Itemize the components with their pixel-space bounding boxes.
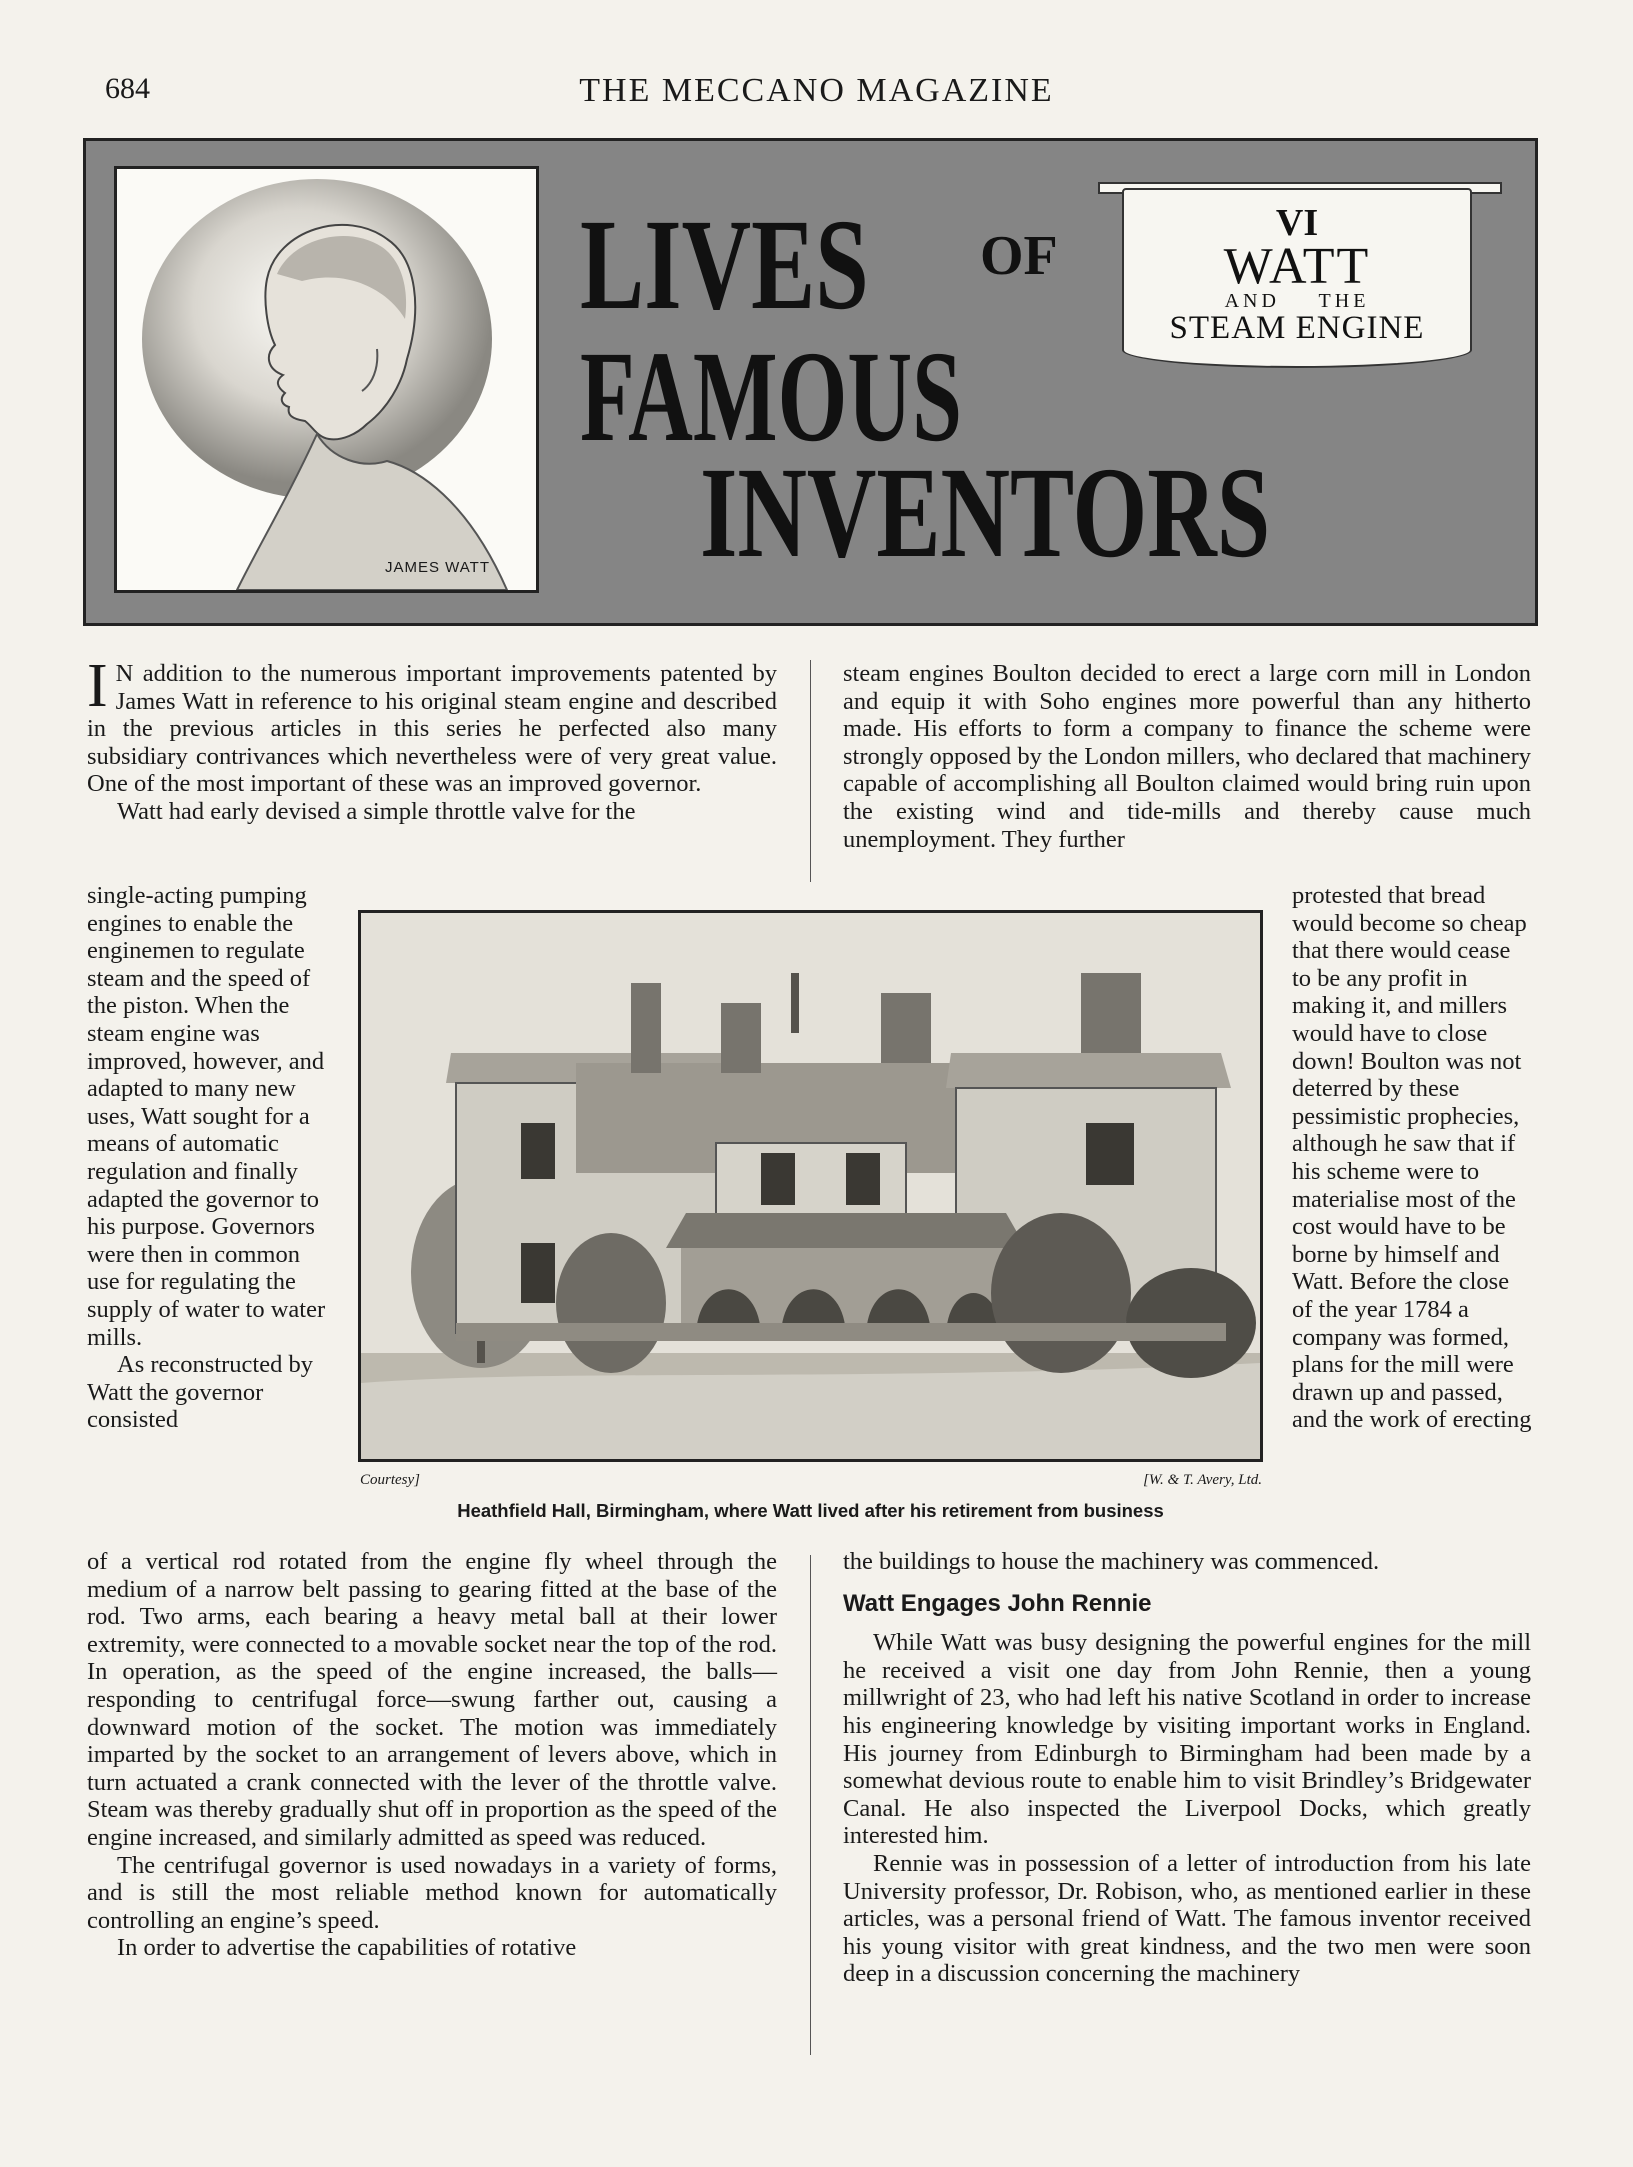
portrait-frame xyxy=(114,166,539,593)
title-inventors: INVENTORS xyxy=(700,441,1271,585)
subtitle-watt: WATT xyxy=(1223,238,1371,295)
article-column-right-top xyxy=(843,660,1531,853)
column-divider xyxy=(810,660,811,882)
house-photograph xyxy=(358,910,1263,1462)
portrait-illustration xyxy=(117,169,536,590)
article-paragraph: The centrifugal governor is used nowadays in a variety of forms, and is still the most reliable method known for automatically controlling an engine’s speed. xyxy=(87,1851,777,1934)
subtitle-and-the: AND THE xyxy=(1224,290,1370,313)
article-paragraph: the buildings to house the machinery was commenced. xyxy=(843,1548,1380,1575)
photo-caption: Heathfield Hall, Birmingham, where Watt lived after his retirement from business xyxy=(457,1500,1164,1521)
subtitle-number: VI xyxy=(1275,202,1319,244)
column-divider xyxy=(810,1555,811,2055)
article-paragraph: Watt had early devised a simple throttle valve for the xyxy=(117,797,636,825)
subtitle-scroll xyxy=(1122,188,1472,368)
article-paragraph: As reconstructed by Watt the governor consisted xyxy=(87,1351,313,1434)
article-paragraph: single-acting pumping engines to enable the enginemen to regulate steam and the speed of the piston. When the steam engine was improved, however, and adapted to many new uses, Watt sought for a means of automatic regulation and finally adapted the governor to his purpose. Governors were then in common use for regulating the supply of water to water mills. xyxy=(87,882,326,1351)
article-paragraph: In order to advertise the capabilities of rotative xyxy=(117,1934,577,1962)
title-lives: LIVES xyxy=(580,193,869,337)
article-paragraph: While Watt was busy designing the powerful engines for the mill he received a visit one day from John Rennie, then a young millwright of 23, who had left his native Scotland in order to increase his engineering knowledge by visiting important works in England. His journey from Edinburgh to Birmingham had been made by a somewhat devious route to enable him to visit Brindley’s Bridgewater Canal. He also inspected the Liverpool Docks, which greatly interested him. xyxy=(843,1629,1531,1850)
paragraph-text: N addition to the numerous important improvements patented by James Watt in reference to his original steam engine and described in the previous articles in this series he perfected also many subsidiary contrivances which nevertheless were of very great value. One of the most important of these was an improved governor. xyxy=(87,660,777,798)
article-paragraph xyxy=(87,652,777,798)
page-number: 684 xyxy=(105,72,150,105)
section-heading: Watt Engages John Rennie xyxy=(843,1589,1152,1617)
article-paragraph: protested that bread would become so cheap that there would cease to be any profit in making it, and millers would have to close down! Boulton was not deterred by these pessimistic prophecies, although he saw that if his scheme were to materialise most of the cost would have to be borne by himself and Watt. Before the close of the year 1784 a company was formed, plans for the mill were drawn up and passed, and the work of erecting xyxy=(1292,882,1532,1434)
article-column-right-bottom xyxy=(843,1548,1531,1988)
article-paragraph: steam engines Boulton decided to erect a large corn mill in London and equip it with Soho engines more powerful than any hitherto made. His efforts to form a company to finance the scheme were strongly opposed by the London millers, who declared that machinery capable of accomplishing all Boulton claimed would bring ruin upon the existing wind and tide-mills and thereby cause much unemployment. They further xyxy=(843,660,1531,853)
article-column-right-side xyxy=(1292,882,1534,1434)
heathfield-hall-illustration xyxy=(361,913,1260,1459)
portrait-caption: JAMES WATT xyxy=(385,559,490,576)
title-of: OF xyxy=(980,225,1058,287)
article-column-left-bottom xyxy=(87,1548,777,1962)
article-column-left-side xyxy=(87,882,327,1434)
title-famous: FAMOUS xyxy=(580,325,963,469)
article-column-left-top xyxy=(87,652,777,826)
article-paragraph: of a vertical rod rotated from the engine fly wheel through the medium of a narrow belt passing to gearing fitted at the base of the rod. Two arms, each bearing a heavy metal ball at their lower extremity, were connected to a movable socket near the top of the rod. In operation, as the speed of the engine increased, the balls—responding to centrifugal force—swung farther out, causing a downward motion of the socket. The motion was immediately imparted by the socket to an arrangement of levers above, which in turn actuated a crank connected with the lever of the throttle valve. Steam was thereby gradually shut off in proportion as the speed of the engine increased, and similarly admitted as speed was reduced. xyxy=(87,1548,777,1851)
magazine-title: THE MECCANO MAGAZINE xyxy=(579,72,1054,109)
photo-credit-right: [W. & T. Avery, Ltd. xyxy=(1143,1472,1262,1488)
photo-credit-left: Courtesy] xyxy=(360,1472,420,1488)
article-paragraph: Rennie was in possession of a letter of introduction from his late University professor, Dr. Robison, who, as mentioned earlier in these articles, was a personal friend of Watt. The famous inventor received his young visitor with great kindness, and the two men were soon deep in a discussion concerning the machinery xyxy=(843,1849,1531,1988)
subtitle-steam-engine: STEAM ENGINE xyxy=(1169,310,1425,347)
drop-cap: I xyxy=(87,652,108,720)
